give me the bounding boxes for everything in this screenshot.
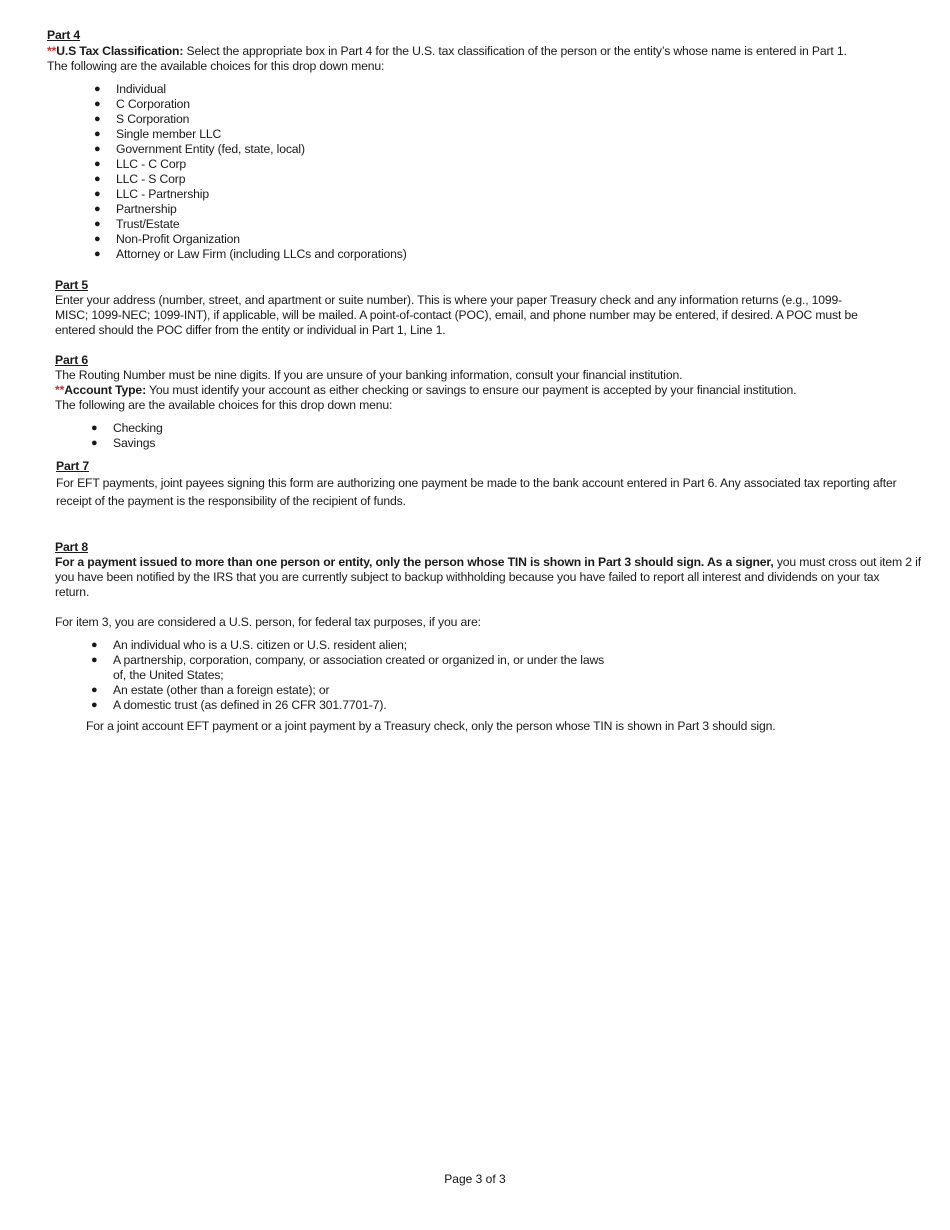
list-item: ● Government Entity (fed, state, local) (94, 142, 305, 156)
list-item: ● An individual who is a U.S. citizen or U.S. resident alien; (91, 638, 407, 652)
list-item: ● A domestic trust (as defined in 26 CFR 301.7701-7). (91, 698, 387, 712)
list-item: ● Checking (91, 421, 163, 435)
part-5-section (55, 278, 925, 338)
part-7-section (56, 459, 926, 510)
item-3-intro: For item 3, you are considered a U.S. person, for federal tax purposes, if you are: (55, 615, 481, 629)
part-5-heading: Part 5 (55, 278, 88, 292)
part-4-heading: Part 4 (47, 28, 80, 42)
list-item: ● S Corporation (94, 112, 190, 126)
list-item: ● LLC - C Corp (94, 157, 186, 171)
part-6-intro: The following are the available choices for this drop down menu: (55, 398, 393, 412)
list-item: ● C Corporation (94, 97, 190, 111)
list-item: ● Savings (91, 436, 156, 450)
part-8-line: you have been notified by the IRS that you are currently subject to backup withholding because you have failed to report all interest and dividends on your tax (55, 570, 880, 584)
account-type-text: **Account Type: You must identify your account as either checking or savings to ensure our payment is accepted by your financial institution. (55, 383, 797, 397)
part-8-signer-text: For a payment issued to more than one person or entity, only the person whose TIN is shown in Part 3 should sign. As a signer, you must cross out item 2 if (55, 555, 921, 569)
signer-bold-text: For a payment issued to more than one person or entity, only the person whose TIN is shown in Part 3 should sign. As a signer, (55, 555, 774, 569)
part-7-line: For EFT payments, joint payees signing this form are authorizing one payment be made to the bank account entered in Part 6. Any associated tax reporting after (56, 476, 897, 490)
part-5-line: MISC; 1099-NEC; 1099-INT), if applicable, will be mailed. A point-of-contact (POC), email, and phone number may be entered, if desired. A POC must be (55, 308, 858, 322)
list-item: ● Trust/Estate (94, 217, 180, 231)
joint-account-text: For a joint account EFT payment or a joint payment by a Treasury check, only the person whose TIN is shown in Part 3 should sign. (86, 719, 776, 733)
list-item: ● Attorney or Law Firm (including LLCs and corporations) (94, 247, 407, 261)
page-number: Page 3 of 3 (444, 1172, 506, 1186)
part-4-section (47, 28, 927, 262)
tax-classification-text: Select the appropriate box in Part 4 for the U.S. tax classification of the person or the entity’s whose name is entered in Part 1. (183, 44, 847, 58)
part-4-intro: The following are the available choices for this drop down menu: (47, 59, 385, 73)
list-item: ● An estate (other than a foreign estate); or (91, 683, 330, 697)
part-5-line: entered should the POC differ from the entity or individual in Part 1, Line 1. (55, 323, 446, 337)
part-7-heading: Part 7 (56, 459, 89, 473)
list-item: ● Partnership (94, 202, 177, 216)
list-item: ● Non-Profit Organization (94, 232, 240, 246)
account-type-label: Account Type: (64, 383, 146, 397)
part-8-heading: Part 8 (55, 540, 88, 554)
routing-number-text: The Routing Number must be nine digits. If you are unsure of your banking information, consult your financial institution. (55, 368, 683, 382)
tax-classification-list (94, 82, 927, 262)
part-5-line: Enter your address (number, street, and apartment or suite number). This is where your paper Treasury check and any information returns (e.g., 1099- (55, 293, 843, 307)
tax-classification-label: U.S Tax Classification: (56, 44, 184, 58)
required-marker: ** (55, 383, 65, 397)
part-6-section (55, 353, 925, 451)
part-6-heading: Part 6 (55, 353, 88, 367)
part-8-line: return. (55, 585, 90, 599)
part-4-tax-classification (47, 44, 927, 59)
required-marker: ** (47, 44, 57, 58)
account-type-list (91, 421, 925, 451)
list-item: ● A partnership, corporation, company, or association created or organized in, or under the laws of, the United States; (91, 653, 605, 682)
list-item: ● LLC - Partnership (94, 187, 209, 201)
list-item: ● LLC - S Corp (94, 172, 186, 186)
list-item: ● Individual (94, 82, 166, 96)
part-8-section (55, 540, 925, 734)
us-person-list (91, 638, 925, 713)
part-7-line: receipt of the payment is the responsibility of the recipient of funds. (56, 494, 406, 508)
list-item: ● Single member LLC (94, 127, 222, 141)
